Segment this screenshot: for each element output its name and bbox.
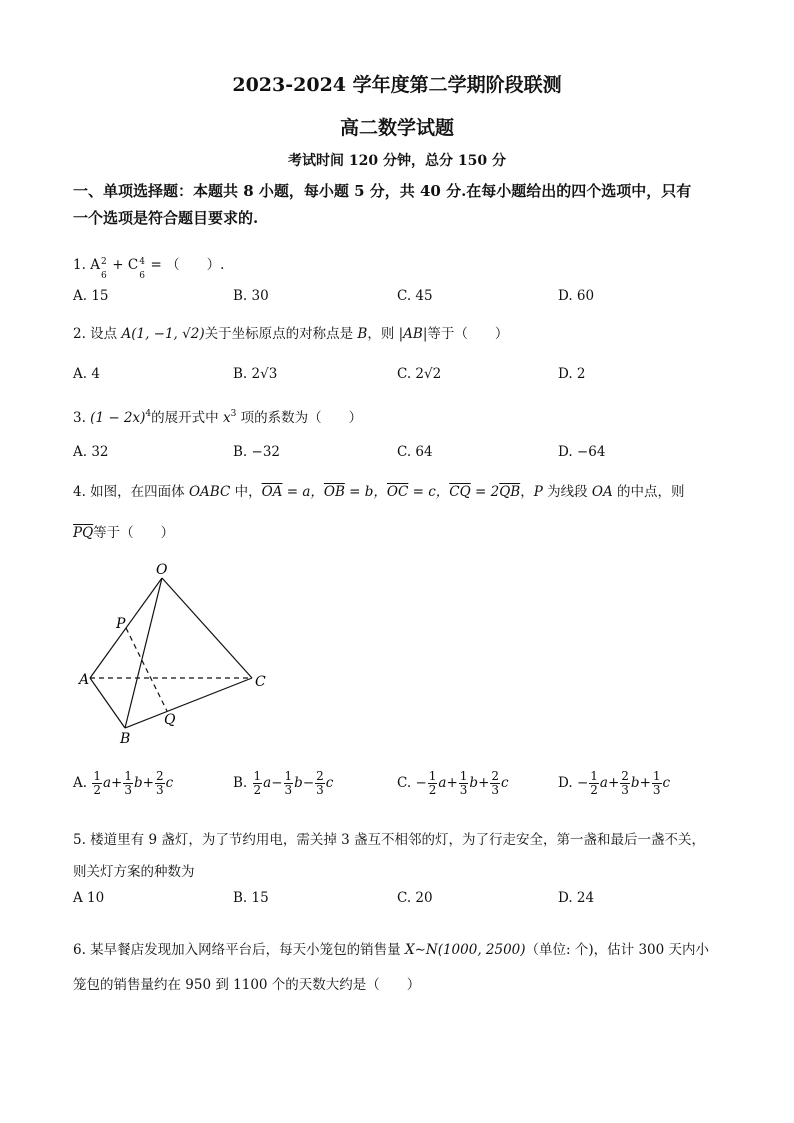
q4-a-var3: c	[165, 775, 174, 791]
q3-option-c[interactable]: C. 64	[397, 444, 433, 460]
q4-c-var2: b	[469, 775, 479, 791]
q4-b-var2: b	[294, 775, 303, 791]
q3-option-b[interactable]: B. −32	[233, 444, 280, 460]
q4-b-frac2: $\frac{1}{3}$	[284, 769, 293, 797]
q1-a-symbol: A	[90, 257, 100, 273]
q6-text-a: 6. 某早餐店发现加入网络平台后，每天小笼包的销售量	[73, 942, 405, 958]
q2-text-d: 等于（ ）	[427, 326, 509, 342]
q4-eq3: = c，	[408, 484, 450, 500]
q4-vector-ob: $\overline{OB}$	[323, 484, 345, 500]
label-o: O	[156, 562, 168, 578]
q3-option-d[interactable]: D. −64	[558, 444, 606, 460]
exam-subtitle: 高二数学试题	[339, 117, 454, 139]
q1-c-sup: 4	[139, 257, 145, 267]
q2-text-a: 2. 设点	[73, 326, 122, 342]
q6-text-b: （单位: 个)，估计 300 天内小	[525, 942, 710, 958]
q2-point-a: A(1, −1, √2)	[121, 326, 205, 342]
edge-ab	[90, 678, 125, 728]
q1-a-sub: 6	[100, 271, 107, 281]
q1-c-sub: 6	[139, 271, 145, 281]
q4-a-var2: b	[134, 775, 143, 791]
q4-d-lead: −	[576, 775, 589, 791]
exam-title: 2023-2024 学年度第二学期阶段联测	[232, 74, 562, 96]
label-b: B	[120, 731, 131, 747]
q4-option-c[interactable]: C. − $\frac{1}{2}$ a+ $\frac{1}{3}$ b+ $\frac{2}{3}$ c	[397, 769, 509, 797]
q3-option-a[interactable]: A. 32	[73, 444, 109, 460]
q4-b-frac1: $\frac{1}{2}$	[253, 769, 262, 797]
question-4-line2	[73, 521, 174, 541]
q2-option-a[interactable]: A. 4	[73, 366, 100, 382]
q4-b-frac3: $\frac{2}{3}$	[316, 769, 324, 797]
q4-eq2: = b，	[344, 484, 387, 500]
q4-d-frac2: $\frac{2}{3}$	[621, 769, 629, 797]
q4-vector-pq: $\overline{PQ}$	[73, 525, 94, 541]
q4-solid: OABC	[188, 484, 231, 500]
section-heading-line2: 一个选项是符合题目要求的.	[73, 209, 259, 227]
tetrahedron-figure	[70, 560, 280, 750]
q4-b-var1: a	[263, 775, 272, 791]
label-p: P	[116, 616, 126, 632]
q5-option-c[interactable]: C. 20	[397, 890, 433, 906]
edge-oc	[162, 578, 252, 678]
q3-exp: 4	[145, 409, 152, 419]
q4-vector-cq: $\overline{CQ}$	[449, 484, 471, 500]
q5-option-d[interactable]: D. 24	[558, 890, 595, 906]
q3-var-exp: 3	[230, 409, 237, 419]
q4-text-b: 中，	[230, 484, 262, 500]
q3-text: 的展开式中	[151, 410, 223, 426]
section-heading-line1: 一、单项选择题：本题共 8 小题，每小题 5 分，共 40 分.在每小题给出的四个选项中，只有	[73, 182, 692, 200]
q4-text-d: 为线段	[542, 484, 592, 500]
section-heading	[73, 178, 733, 232]
q4-text-c: ，	[520, 484, 534, 500]
q4-eq1: = a，	[282, 484, 324, 500]
q4-c-var3: c	[501, 775, 509, 791]
q4-c-letter: C.	[397, 775, 412, 791]
question-4	[73, 480, 685, 500]
question-6-line2: 笼包的销售量约在 950 到 1100 个的天数大约是（ ）	[73, 977, 421, 993]
q4-eq4: = 2	[470, 484, 500, 500]
question-1	[73, 253, 225, 281]
q4-text-a: 4. 如图，在四面体	[73, 484, 189, 500]
label-c: C	[255, 674, 266, 690]
q4-option-a[interactable]: A. $\frac{1}{2}$ a+ $\frac{1}{3}$ b+ $\frac{2}{3}$ c	[73, 769, 174, 797]
q1-number: 1.	[73, 257, 86, 273]
q3-text-b: 项的系数为（ ）	[236, 410, 363, 426]
question-5-line1: 5. 楼道里有 9 盏灯，为了节约用电，需关掉 3 盏互不相邻的灯，为了行走安全，第一盏和最后一盏不关，	[73, 832, 706, 848]
q4-c-var1: a	[438, 775, 447, 791]
q2-option-c[interactable]: C. 2√2	[397, 366, 442, 382]
q4-d-var1: a	[599, 775, 608, 791]
q4-d-frac1: $\frac{1}{2}$	[590, 769, 598, 797]
q4-vector-oc: $\overline{OC}$	[386, 484, 409, 500]
q1-option-a[interactable]: A. 15	[73, 288, 109, 304]
q2-option-d[interactable]: D. 2	[558, 366, 586, 382]
q4-c-frac2: $\frac{1}{3}$	[459, 769, 468, 797]
q4-d-letter: D.	[558, 775, 573, 791]
q4-b-letter: B.	[233, 775, 248, 791]
q2-text-b: 关于坐标原点的对称点是	[204, 326, 358, 342]
question-6-line1	[73, 938, 709, 958]
q4-a-frac3: $\frac{2}{3}$	[155, 769, 164, 797]
q4-c-lead: −	[415, 775, 427, 791]
label-a: A	[79, 672, 90, 688]
question-2	[73, 322, 508, 342]
q1-a-sup: 2	[100, 257, 107, 267]
q4-a-frac1: $\frac{1}{2}$	[93, 769, 101, 797]
q4-b-var3: c	[325, 775, 334, 791]
q4-a-letter: A.	[73, 775, 88, 791]
q4-c-frac1: $\frac{1}{2}$	[428, 769, 437, 797]
question-3: 3. $(1 - 2x)^4$的展开式中 $x^3$ 项的系数为（ ）	[73, 409, 363, 426]
q5-option-b[interactable]: B. 15	[233, 890, 269, 906]
q1-option-b[interactable]: B. 30	[233, 288, 269, 304]
q1-option-d[interactable]: D. 60	[558, 288, 595, 304]
q4-d-var2: b	[630, 775, 640, 791]
q1-plus: +	[112, 257, 124, 273]
q6-distribution: X∼N(1000, 2500)	[404, 942, 526, 958]
q2-point-b: B	[357, 326, 368, 342]
q4-a-var1: a	[102, 775, 112, 791]
q4-vector-oa: $\overline{OA}$	[261, 484, 283, 500]
q2-text-c: ，则	[367, 326, 399, 342]
q1-tail: = （ ）.	[150, 257, 225, 273]
q2-abs: |AB|	[398, 326, 428, 342]
q4-d-frac3: $\frac{1}{3}$	[652, 769, 661, 797]
q3-expr: (1 − 2x)	[90, 410, 146, 426]
q5-option-a[interactable]: A 10	[73, 890, 105, 906]
q4-vector-qb: $\overline{QB}$	[499, 484, 521, 500]
q1-option-c[interactable]: C. 45	[397, 288, 433, 304]
q4-text-f: 等于（ ）	[93, 525, 175, 541]
q2-option-b[interactable]: B. 2√3	[233, 366, 278, 382]
q1-c-symbol: C	[127, 257, 139, 273]
q4-a-frac2: $\frac{1}{3}$	[124, 769, 132, 797]
q4-segment-oa: OA	[591, 484, 613, 500]
q4-option-b[interactable]: B. $\frac{1}{2}$ a− $\frac{1}{3}$ b− $\frac{2}{3}$ c	[233, 769, 334, 797]
edge-bc	[125, 678, 252, 728]
exam-info: 考试时间 120 分钟，总分 150 分	[288, 153, 506, 169]
q4-option-d[interactable]: D. − $\frac{1}{2}$ a+ $\frac{2}{3}$ b+ $\frac{1}{3}$ c	[558, 769, 671, 797]
q4-text-e: 的中点，则	[612, 484, 685, 500]
q4-d-var3: c	[662, 775, 671, 791]
label-q: Q	[164, 712, 176, 728]
q4-point-p: P	[533, 484, 543, 500]
q4-c-frac3: $\frac{2}{3}$	[491, 769, 500, 797]
question-5-line2: 则关灯方案的种数为	[73, 864, 195, 880]
q3-var: x	[222, 410, 231, 426]
edge-ob	[125, 578, 162, 728]
